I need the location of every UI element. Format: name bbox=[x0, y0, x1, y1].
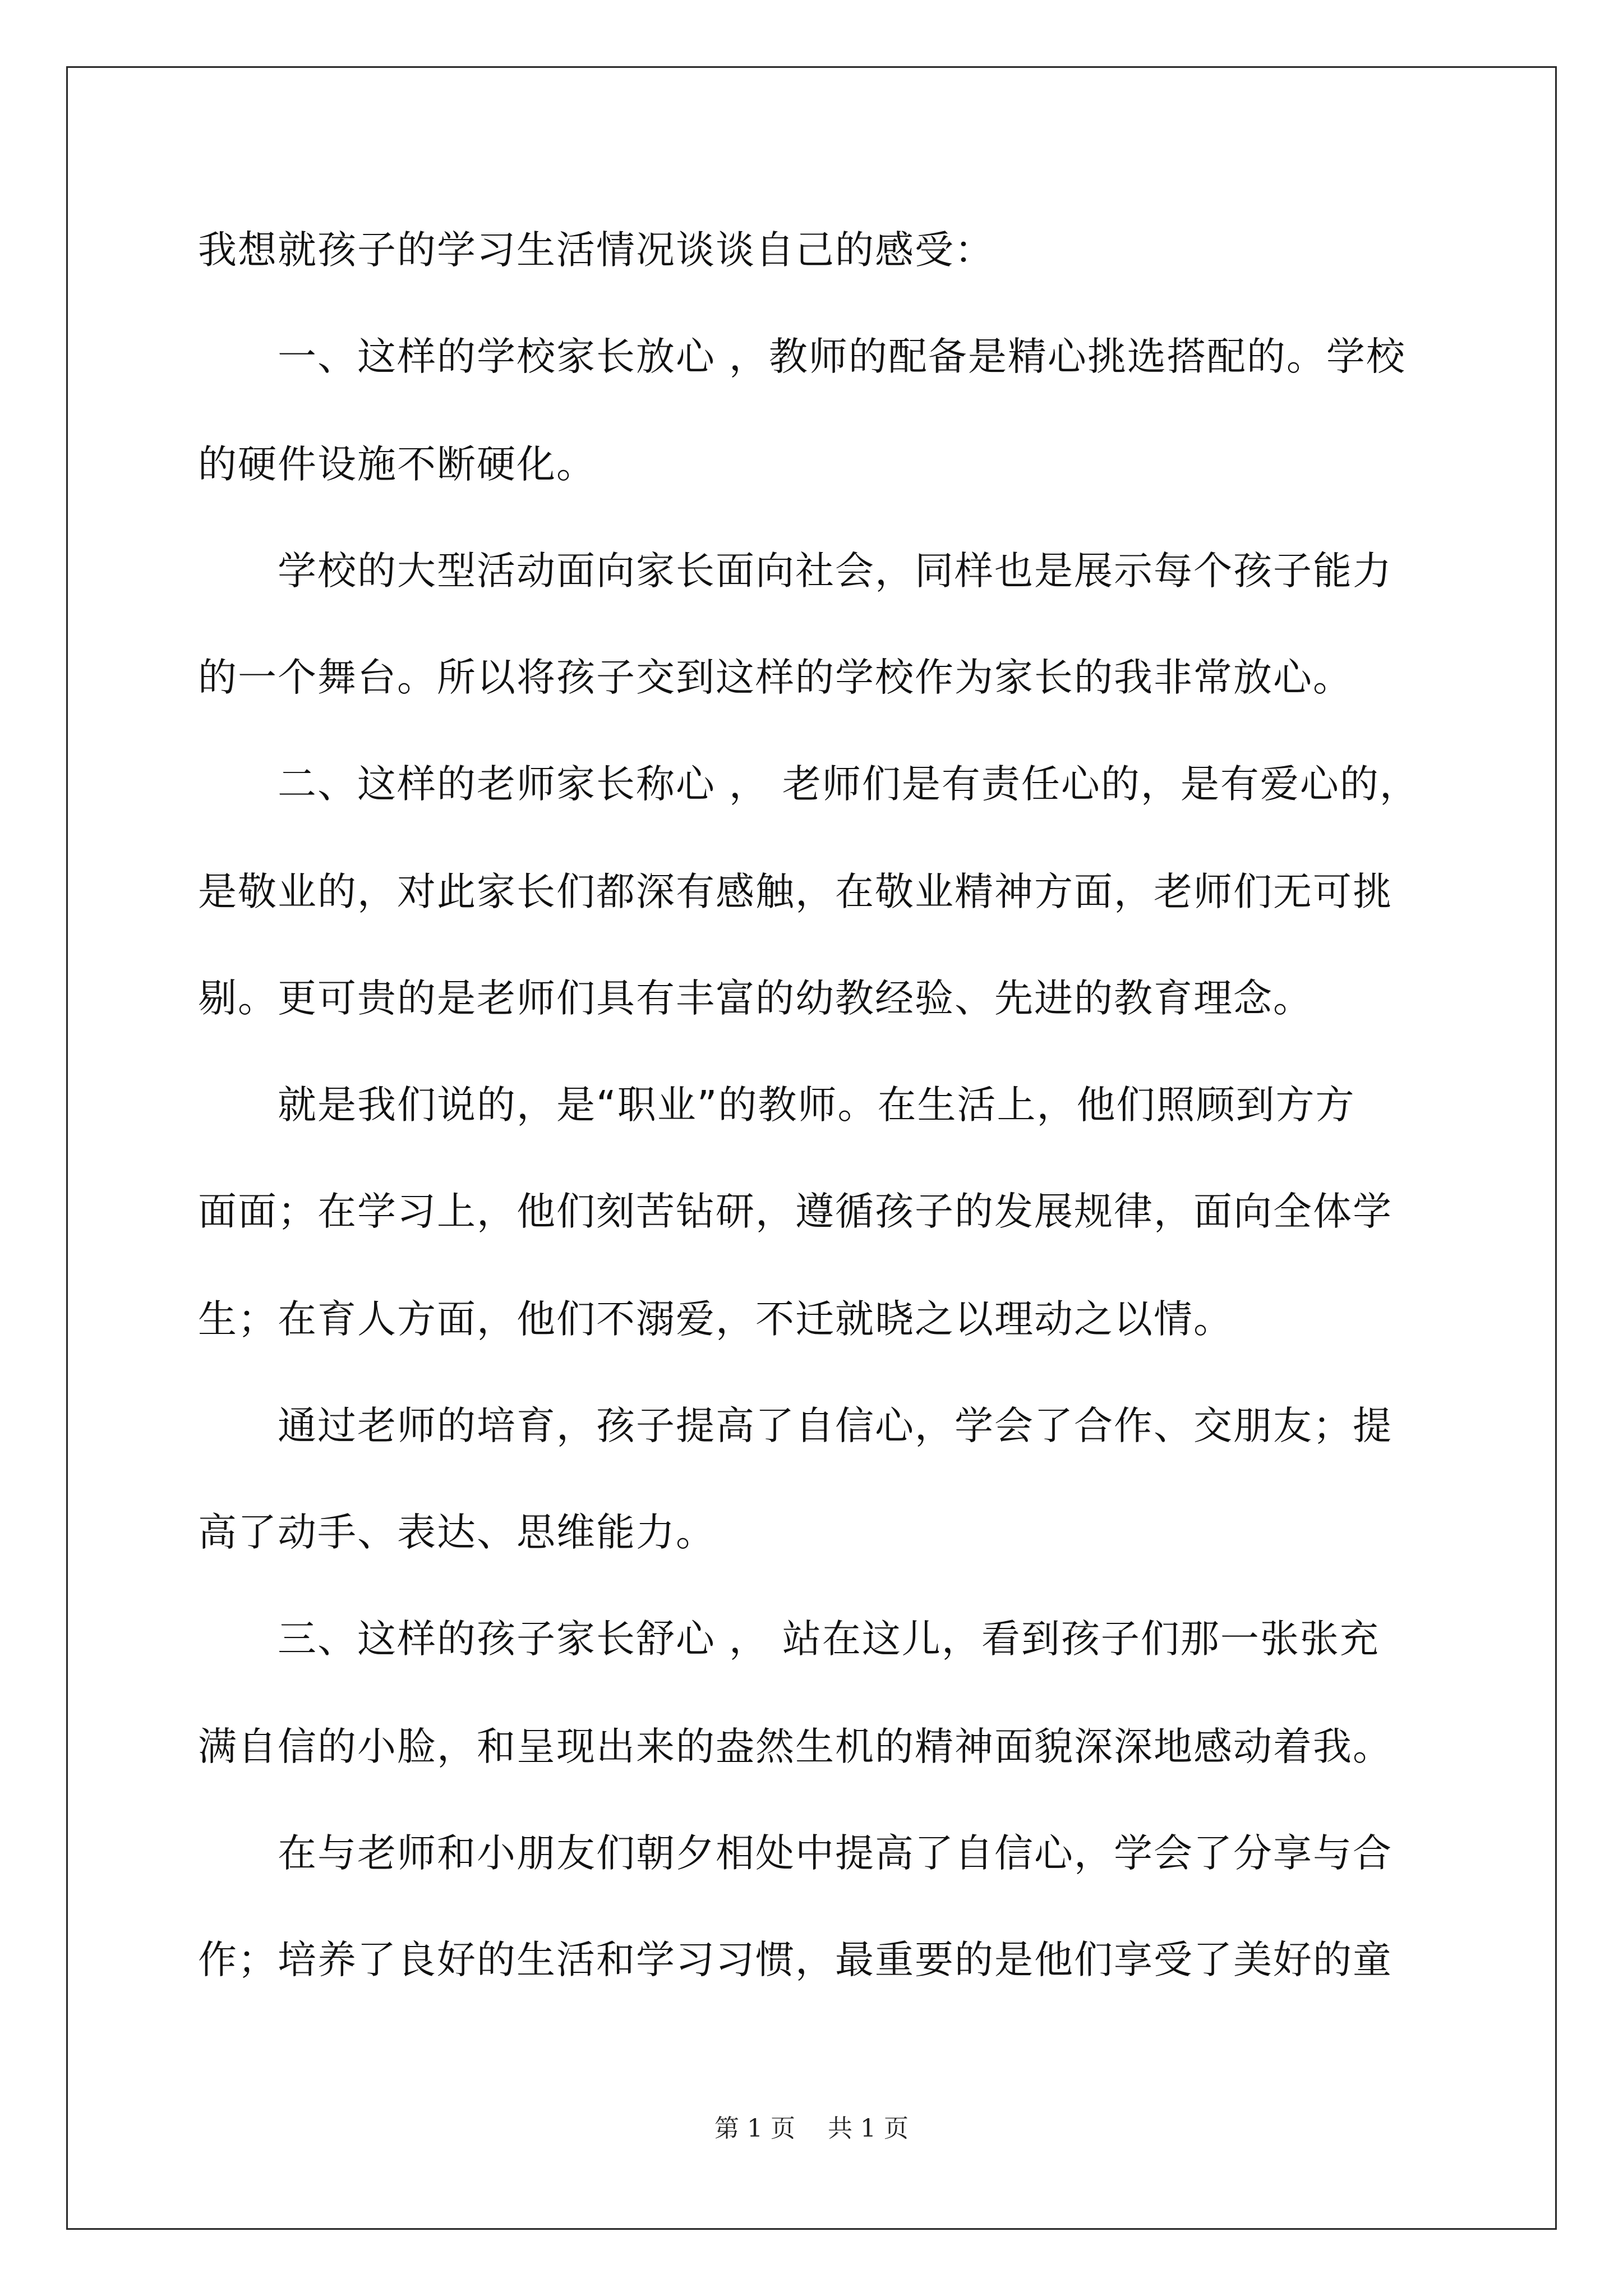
text-line: 高了动手、表达、思维能力。 bbox=[198, 1510, 716, 1555]
text-line: 就是我们说的，是“职业”的教师。在生活上，他们照顾到方方 bbox=[198, 1083, 1355, 1128]
text-line: 满自信的小脸，和呈现出来的盎然生机的精神面貌深深地感动着我。 bbox=[198, 1724, 1393, 1769]
text-line: 三、这样的孩子家长舒心 ， 站在这儿，看到孩子们那一张张充 bbox=[198, 1617, 1380, 1662]
text-line: 的硬件设施不断硬化。 bbox=[198, 442, 596, 487]
text-line: 一、这样的学校家长放心 ，教师的配备是精心挑选搭配的。学校 bbox=[198, 334, 1406, 379]
text-line: 剔。更可贵的是老师们具有丰富的幼教经验、先进的教育理念。 bbox=[198, 976, 1313, 1021]
text-line: 通过老师的培育，孩子提高了自信心，学会了合作、交朋友；提 bbox=[198, 1404, 1393, 1448]
page-border bbox=[66, 66, 1557, 2230]
text-line: 二、这样的老师家长称心 ， 老师们是有责任心的，是有爱心的， bbox=[198, 762, 1419, 807]
text-line: 生；在育人方面，他们不溺爱，不迁就晓之以理动之以情。 bbox=[198, 1297, 1233, 1342]
text-line: 是敬业的，对此家长们都深有感触，在敬业精神方面，老师们无可挑 bbox=[198, 869, 1393, 914]
text-line: 面面；在学习上，他们刻苦钻研，遵循孩子的发展规律，面向全体学 bbox=[198, 1189, 1393, 1234]
text-line: 我想就孩子的学习生活情况谈谈自己的感受： bbox=[198, 228, 994, 273]
text-line: 学校的大型活动面向家长面向社会，同样也是展示每个孩子能力 bbox=[198, 549, 1393, 593]
page-number-footer: 第 1 页 共 1 页 bbox=[714, 2114, 909, 2143]
text-line: 在与老师和小朋友们朝夕相处中提高了自信心，学会了分享与合 bbox=[198, 1831, 1393, 1876]
text-line: 的一个舞台。所以将孩子交到这样的学校作为家长的我非常放心。 bbox=[198, 655, 1353, 700]
text-line: 作；培养了良好的生活和学习习惯，最重要的是他们享受了美好的童 bbox=[198, 1938, 1393, 1982]
